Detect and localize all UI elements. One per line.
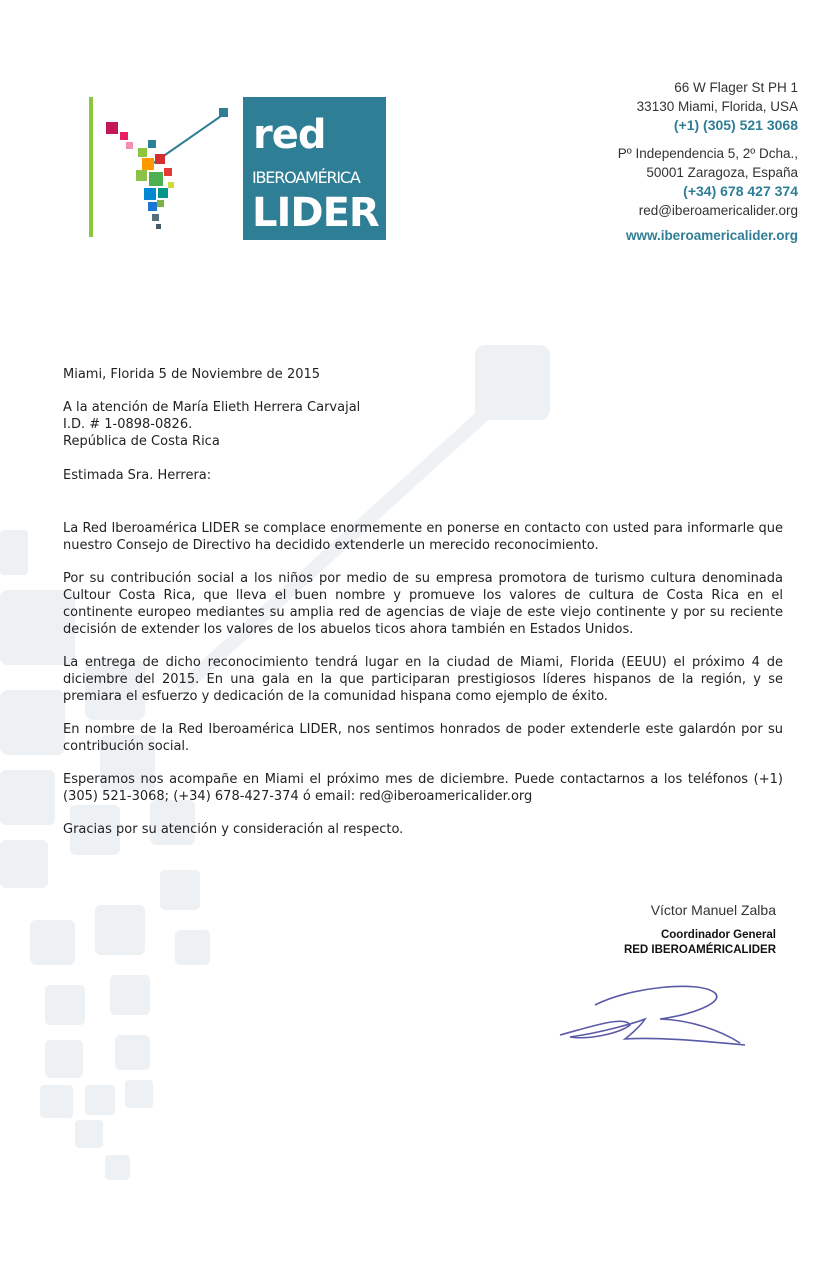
signer-title: Coordinador General: [660, 929, 776, 941]
closing: Gracias por su atención y consideración al respecto.: [63, 822, 404, 837]
logo-word-red: red: [253, 112, 326, 158]
address-es-line2: 50001 Zaragoza, España: [646, 165, 798, 180]
recipient-line: A la atención de María Elieth Herrera Carvajal: [63, 400, 361, 415]
address-us-line1: 66 W Flager St PH 1: [674, 80, 798, 95]
address-us-line2: 33130 Miami, Florida, USA: [636, 99, 798, 114]
letter-date: Miami, Florida 5 de Noviembre de 2015: [63, 367, 321, 382]
recipient-id: I.D. # 1-0898-0826.: [63, 417, 193, 432]
address-es-email[interactable]: red@iberoamericalider.org: [638, 203, 798, 218]
paragraph-2: Por su contribución social a los niños por medio de su empresa promotora de turismo cultura denominada Cultour Costa Rica, que lleva el buen nombre y promueve los valores de cultura de Costa Rica en el continente europeo mediantes su amplia red de agencias de viaje de este viejo continente y por su reciente decisión de extender los valores de los abuelos ticos ahora también en Estados Unidos.: [63, 571, 783, 637]
paragraph-4: En nombre de la Red Iberoamérica LIDER, nos sentimos honrados de poder extenderle este galardón por su contribución social.: [63, 722, 783, 754]
website-link[interactable]: www.iberoamericalider.org: [625, 228, 798, 243]
letter-body: [63, 366, 783, 838]
paragraph-1: La Red Iberoamérica LIDER se complace enormemente en ponerse en contacto con usted para informarle que nuestro Consejo de Directivo ha decidido extenderle un merecido reconocimiento.: [63, 521, 783, 553]
address-es-line1: Pº Independencia 5, 2º Dcha.,: [617, 146, 798, 161]
signer-name: Víctor Manuel Zalba: [650, 902, 776, 918]
logo-word-iberoamerica: IBEROAMÉRICA: [252, 168, 360, 187]
signer-organization: RED IBEROAMÉRICALIDER: [623, 944, 776, 956]
address-es-phone[interactable]: (+34) 678 427 374: [683, 183, 798, 199]
logo-box: [243, 97, 386, 240]
address-us-phone[interactable]: (+1) (305) 521 3068: [673, 117, 798, 133]
handwritten-signature: [550, 975, 750, 1055]
logo-mark-icon: [86, 92, 236, 242]
recipient-country: República de Costa Rica: [63, 434, 220, 449]
salutation: Estimada Sra. Herrera:: [63, 468, 212, 483]
logo-word-lider: LIDER: [252, 190, 379, 236]
paragraph-5: Esperamos nos acompañe en Miami el próximo mes de diciembre. Puede contactarnos a los teléfonos (+1) (305) 521-3068; (+34) 678-427-374 ó email: red@iberoamericalider.org: [63, 772, 783, 804]
contact-address-block: [618, 78, 798, 245]
paragraph-3: La entrega de dicho reconocimiento tendrá lugar en la ciudad de Miami, Florida (EEUU) el próximo 4 de diciembre del 2015. En una gala en la que participaran prestigiosos líderes hispanos de la región, y se premiara el esfuerzo y dedicación de la comunidad hispana como ejemplo de éxito.: [63, 655, 783, 704]
signature-block: [624, 902, 776, 958]
